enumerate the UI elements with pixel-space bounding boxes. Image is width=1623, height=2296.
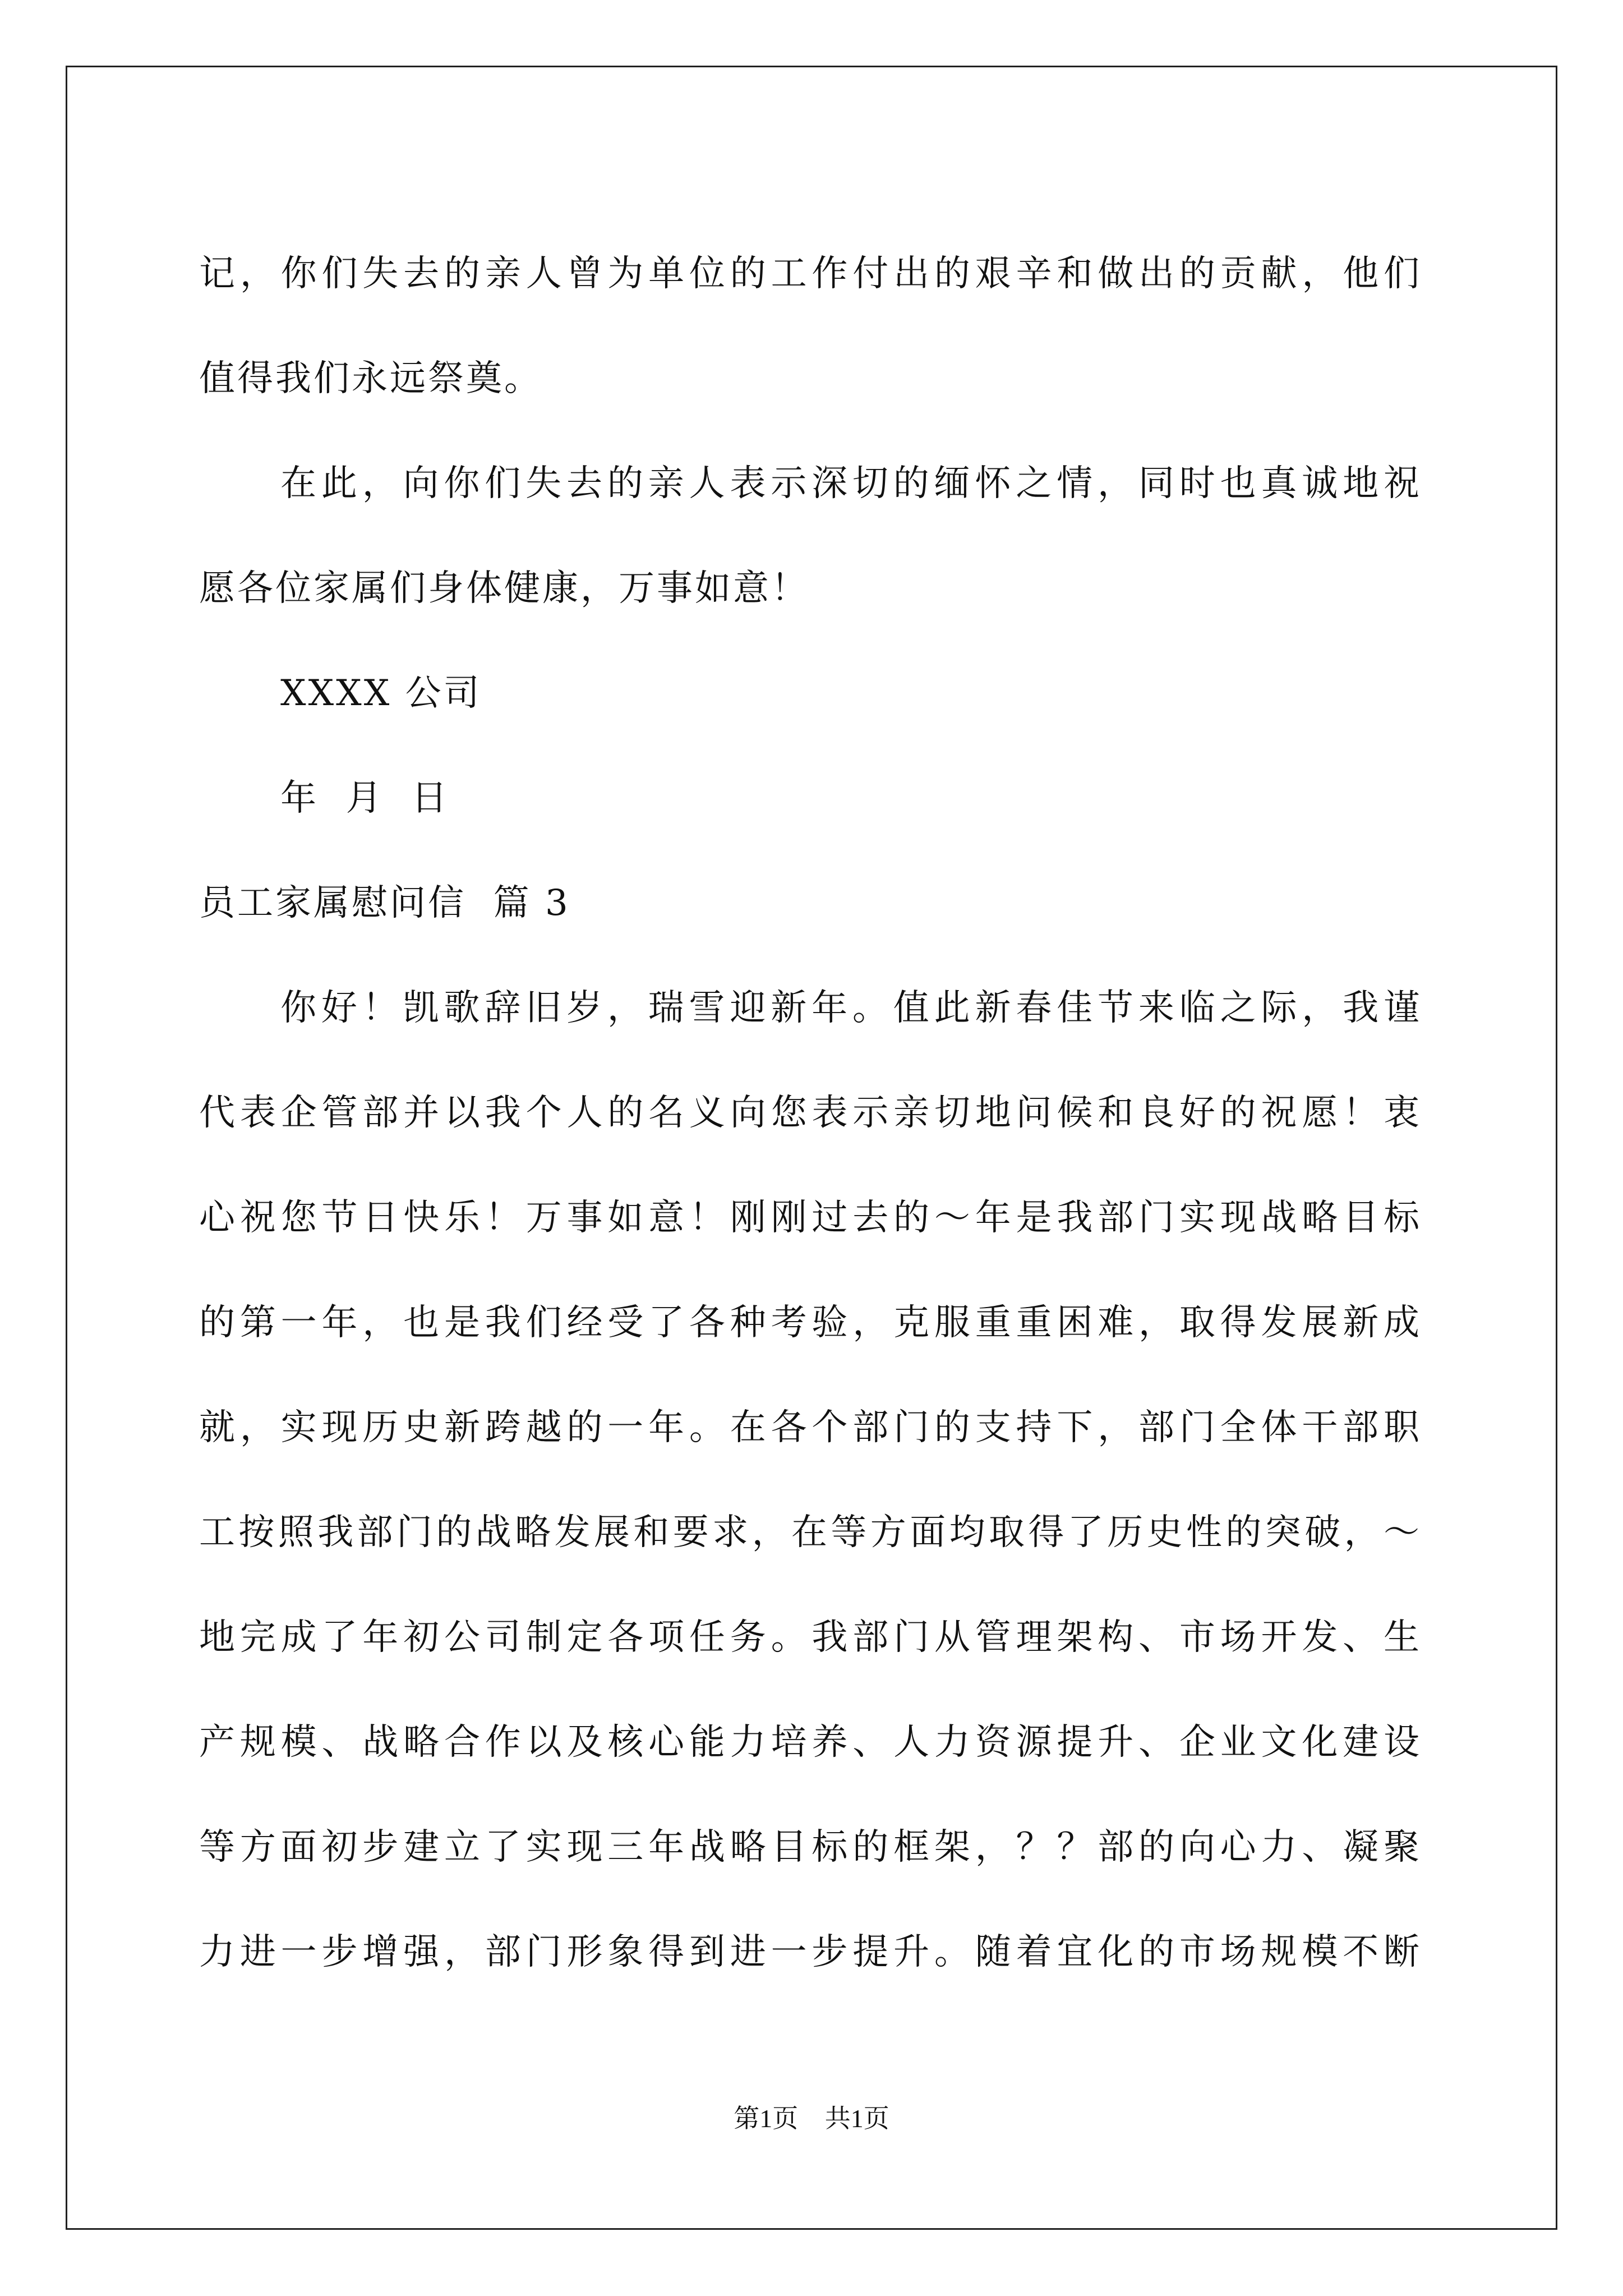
page-number: 第1页 (734, 2104, 799, 2133)
page-footer (0, 2098, 1623, 2135)
text-line: 代表企管部并以我个人的名义向您表示亲切地问候和良好的祝愿！衷 (199, 1092, 1422, 1134)
text-line: 值得我们永远祭奠。 (199, 358, 542, 399)
text-line: 工按照我部门的战略发展和要求，在等方面均取得了历史性的突破，～ (199, 1512, 1422, 1553)
text-line: 记，你们失去的亲人曾为单位的工作付出的艰辛和做出的贡献，他们 (199, 253, 1422, 295)
text-line: 力进一步增强，部门形象得到进一步提升。随着宜化的市场规模不断 (199, 1931, 1422, 1973)
text-line: 愿各位家属们身体健康，万事如意！ (199, 568, 809, 609)
text-line: 产规模、战略合作以及核心能力培养、人力资源提升、企业文化建设 (199, 1722, 1422, 1763)
text-line: 等方面初步建立了实现三年战略目标的框架，？？部的向心力、凝聚 (199, 1826, 1422, 1868)
text-line: 你好！凯歌辞旧岁，瑞雪迎新年。值此新春佳节来临之际，我谨 (280, 987, 1422, 1029)
page-count: 共1页 (824, 2104, 889, 2133)
document-body (199, 222, 1422, 2005)
text-line: 就，实现历史新跨越的一年。在各个部门的支持下，部门全体干部职 (199, 1407, 1422, 1448)
text-line: 心祝您节日快乐！万事如意！刚刚过去的～年是我部门实现战略目标 (199, 1197, 1422, 1239)
text-line: 的第一年，也是我们经受了各种考验，克服重重困难，取得发展新成 (199, 1302, 1422, 1343)
signature-company: XXXX 公司 (280, 673, 482, 714)
text-line: 地完成了年初公司制定各项任务。我部门从管理架构、市场开发、生 (199, 1617, 1422, 1658)
signature-date: 年 月 日 (280, 777, 450, 819)
section-heading: 员工家属慰问信 篇 3 (199, 882, 570, 924)
text-line: 在此，向你们失去的亲人表示深切的缅怀之情，同时也真诚地祝 (280, 463, 1422, 504)
